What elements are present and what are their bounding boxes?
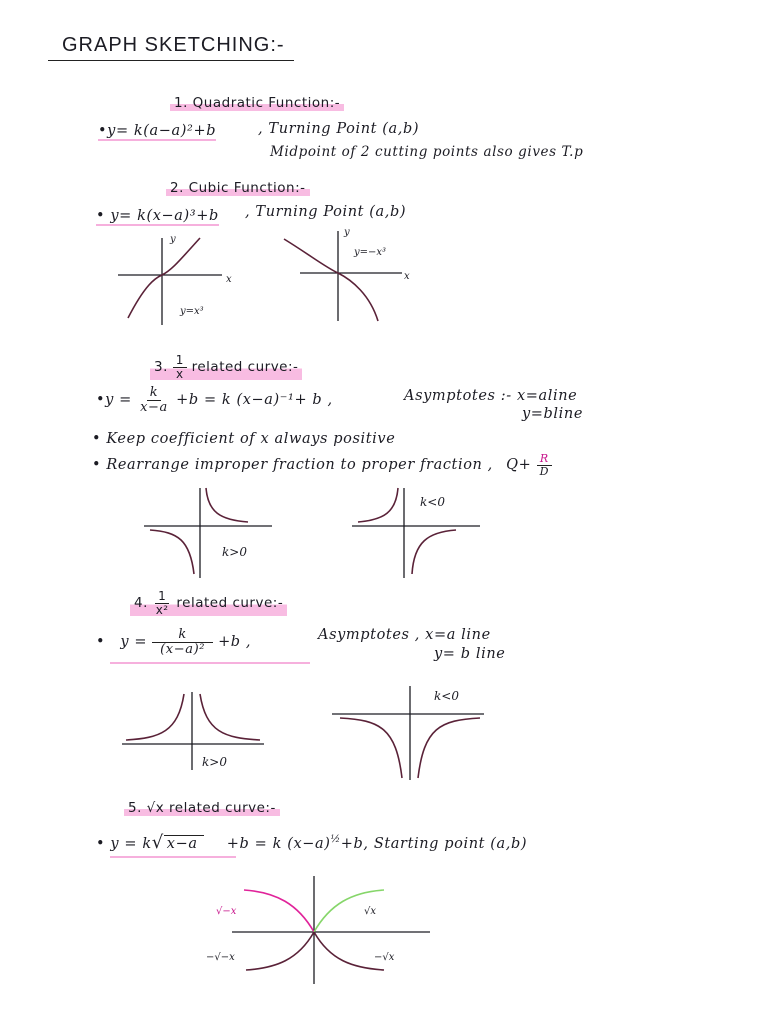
neg-sqrt-neg-x-curve	[246, 932, 314, 970]
cubic-equation: • y= k(x−a)³+b	[96, 208, 219, 224]
reciprocal-k-negative-graph	[348, 484, 488, 584]
section-3-fraction: $\frac{1}{x}$	[173, 354, 187, 380]
neg-cubic-y-label: y	[344, 227, 350, 238]
sqrt-neg-x-curve	[244, 890, 314, 932]
section-4-title: related curve:-	[176, 595, 284, 612]
rs-pos-right-branch	[200, 694, 260, 740]
reciprocal-bullet-2: • Rearrange improper fraction to proper fraction , Q+ $\frac{R}{D}$	[92, 453, 552, 477]
quadratic-turning-point: , Turning Point (a,b)	[258, 121, 420, 137]
reciprocal-equation: •y = $\frac{k}{x-a}$ +b = k (x−a)⁻¹+ b ,	[96, 385, 333, 415]
rec-neg-label: k<0	[420, 495, 445, 509]
cubic-positive-graph	[110, 230, 250, 330]
reciprocal-fraction: $\frac{k}{x-a}$	[140, 385, 168, 415]
rec-pos-lower-branch	[150, 530, 194, 574]
section-4-underline	[110, 662, 310, 664]
label-sqrt-x: √x	[364, 906, 377, 917]
title-underline	[48, 60, 294, 61]
recip-square-asymptote-x: Asymptotes , x=a line	[318, 627, 491, 643]
section-4-number: 4.	[134, 595, 148, 612]
section-4-fraction: $\frac{1}{\text{x²}}$	[155, 589, 169, 617]
neg-cubic-x-label: x	[404, 271, 410, 282]
cubic-negative-graph	[270, 225, 420, 330]
section-2-heading: 2. Cubic Function:-	[166, 180, 310, 196]
cubic-y-label: y	[170, 234, 176, 245]
recip-square-k-negative-graph	[330, 684, 486, 784]
reciprocal-bullet-1: • Keep coefficient of x always positive	[92, 431, 396, 447]
section-5-underline	[110, 856, 236, 858]
rec-neg-upper-branch	[358, 488, 398, 522]
reciprocal-k-positive-graph	[140, 484, 280, 584]
rs-neg-label: k<0	[434, 689, 459, 703]
rs-neg-right-branch	[418, 718, 480, 778]
section-4-heading	[130, 590, 287, 616]
cubic-x-label: x	[226, 274, 232, 285]
recip-square-k-positive-graph	[120, 688, 268, 774]
neg-cubic-label: y=−x³	[354, 247, 387, 258]
root-graph	[196, 874, 436, 986]
reciprocal-asymptote-y: y=bline	[522, 406, 584, 422]
section-1-heading: 1. Quadratic Function:-	[170, 95, 344, 111]
rs-pos-left-branch	[126, 694, 184, 740]
reciprocal-square-equation: • y = $\frac{k}{\text{(x−a)²}}$ +b ,	[96, 627, 252, 657]
section-3-number: 3.	[154, 359, 168, 376]
quadratic-equation: •y= k(a−a)²+b	[98, 123, 217, 139]
rec-pos-label: k>0	[222, 545, 247, 559]
label-neg-sqrt-neg-x: −√−x	[206, 952, 235, 963]
section-3-title: related curve:-	[191, 359, 299, 376]
rec-neg-lower-branch	[412, 530, 456, 574]
rs-neg-left-branch	[340, 718, 402, 778]
cubic-label: y=x³	[180, 306, 204, 317]
neg-sqrt-x-curve	[314, 932, 384, 970]
root-equation: • y = k√ x−a +b = k $(x-a)^{\frac{1}{2}}+b$, Starting point (a,b)	[96, 832, 528, 853]
label-neg-sqrt-x: −√x	[374, 952, 395, 963]
label-sqrt-neg-x: √−x	[216, 906, 237, 917]
rs-pos-label: k>0	[202, 755, 227, 769]
quadratic-midpoint-note: Midpoint of 2 cutting points also gives T.p	[270, 144, 584, 160]
page-title: GRAPH SKETCHING:-	[62, 34, 285, 56]
rec-pos-upper-branch	[206, 488, 248, 522]
recip-square-asymptote-y: y= b line	[434, 646, 506, 662]
section-3-heading	[150, 354, 302, 380]
cubic-turning-point: , Turning Point (a,b)	[245, 204, 407, 220]
section-5-heading: 5. √x related curve:-	[124, 800, 280, 816]
reciprocal-asymptote-x: Asymptotes :- x=aline	[404, 388, 578, 404]
